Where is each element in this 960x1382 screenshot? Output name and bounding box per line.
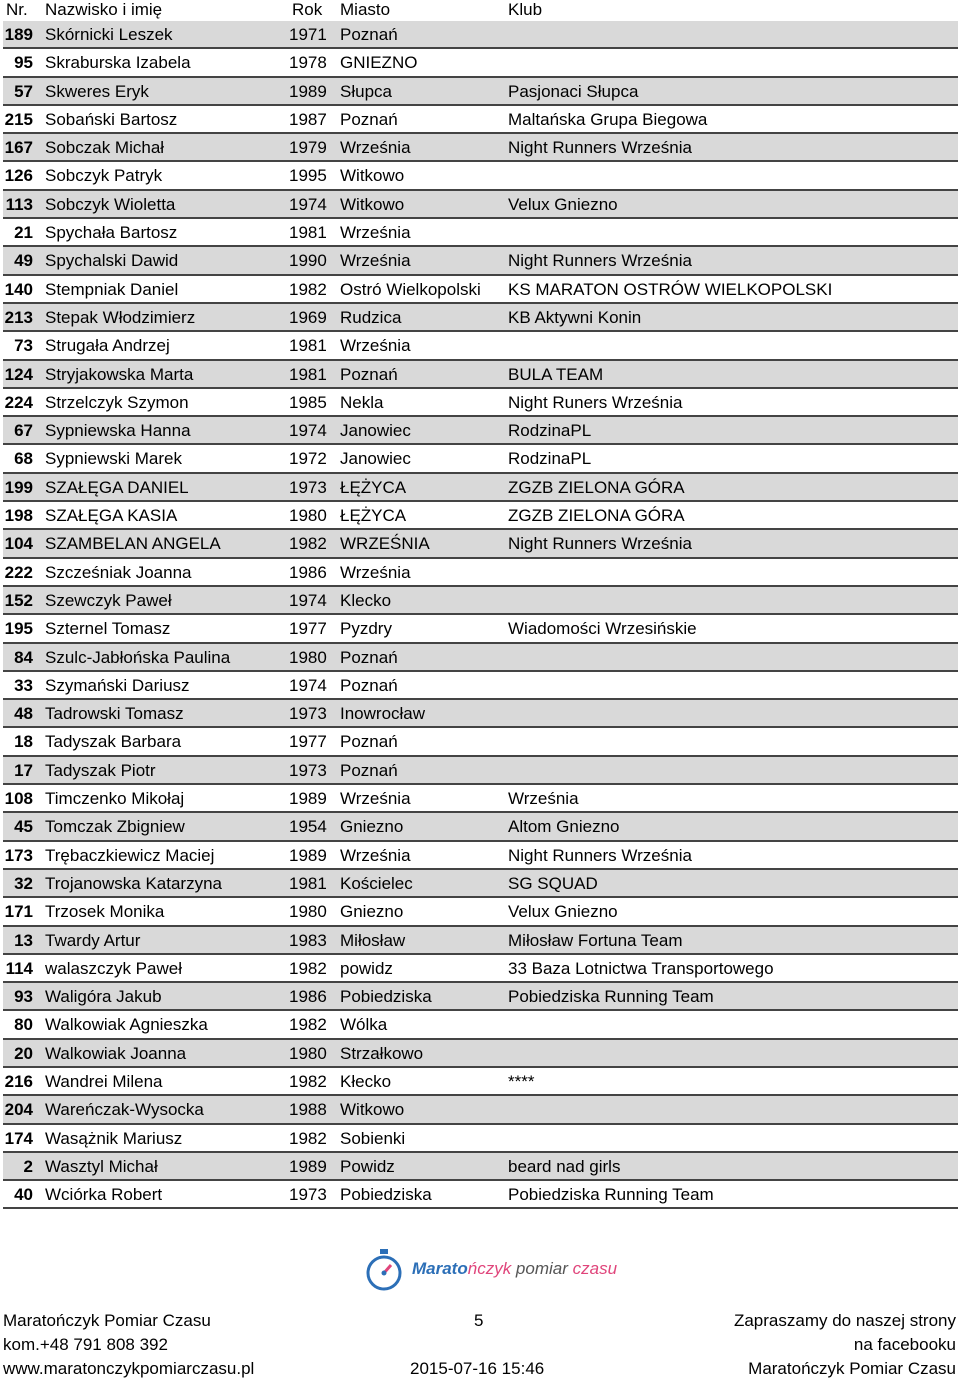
club: Night Runners Września (508, 138, 692, 158)
bib-number: 140 (4, 279, 33, 299)
runner-name: Sypniewski Marek (45, 449, 182, 469)
table-row (3, 389, 958, 417)
table-row (3, 1096, 958, 1124)
club: RodzinaPL (508, 421, 592, 441)
table-row (3, 700, 958, 728)
club: Pasjonaci Słupca (508, 81, 639, 101)
club: RodzinaPL (508, 449, 592, 469)
table-row (3, 1125, 958, 1153)
runner-name: Szulc-Jabłońska Paulina (45, 647, 231, 667)
city: Września (340, 845, 411, 865)
footer-company-right: Maratończyk Pomiar Czasu (748, 1359, 956, 1378)
city: Ostró Wielkopolski (340, 279, 481, 299)
birth-year: 1982 (289, 534, 327, 554)
table-row (3, 474, 958, 502)
club: Velux Gniezno (508, 194, 618, 214)
birth-year: 1986 (289, 562, 327, 582)
runner-name: Stryjakowska Marta (45, 364, 194, 384)
footer-invite: Zapraszamy do naszej strony (733, 1311, 956, 1330)
bib-number: 224 (4, 392, 33, 412)
table-row (3, 757, 958, 785)
bib-number: 73 (14, 336, 33, 356)
runner-name: Strzelczyk Szymon (45, 392, 189, 412)
table-row (3, 361, 958, 389)
runner-name: Walkowiak Joanna (45, 1043, 187, 1063)
city: Gniezno (340, 817, 404, 837)
runner-name: Skórnicki Leszek (45, 25, 173, 44)
table-row (3, 304, 958, 332)
city: ŁĘŻYCA (340, 477, 407, 497)
city: Poznań (340, 25, 398, 44)
runner-name: Sypniewska Hanna (45, 421, 191, 441)
logo-text-2: ńczyk (467, 1259, 512, 1278)
birth-year: 1969 (289, 307, 327, 327)
runner-name: Szymański Dariusz (45, 675, 190, 695)
city: Pobiedziska (340, 987, 432, 1007)
runner-name: Waligóra Jakub (45, 987, 162, 1007)
birth-year: 1977 (289, 619, 327, 639)
club: Altom Gniezno (508, 817, 620, 837)
birth-year: 1989 (289, 845, 327, 865)
table-row (3, 559, 958, 587)
bib-number: 49 (14, 251, 33, 271)
city: Witkowo (340, 1100, 405, 1120)
table-row (3, 728, 958, 756)
city: Września (340, 138, 411, 158)
bib-number: 167 (4, 138, 33, 158)
city: Miłosław (340, 930, 406, 950)
bib-number: 17 (14, 760, 33, 780)
bib-number: 124 (4, 364, 33, 384)
city: Września (340, 251, 411, 271)
city: Poznań (340, 647, 398, 667)
club: Pobiedziska Running Team (508, 987, 714, 1007)
runner-name: Trojanowska Katarzyna (45, 873, 223, 893)
bib-number: 84 (14, 647, 33, 667)
birth-year: 1985 (289, 392, 327, 412)
runner-name: Szternel Tomasz (45, 619, 171, 639)
bib-number: 173 (4, 845, 33, 865)
runner-name: walaszczyk Paweł (45, 958, 182, 978)
page-number: 5 (474, 1311, 484, 1330)
club: 33 Baza Lotnictwa Transportowego (508, 958, 774, 978)
table-row (3, 813, 958, 841)
club: Velux Gniezno (508, 902, 618, 922)
club: Miłosław Fortuna Team (508, 930, 683, 950)
bib-number: 80 (14, 1015, 33, 1035)
runner-name: Skweres Eryk (45, 81, 149, 101)
runner-name: Stempniak Daniel (45, 279, 179, 299)
bib-number: 204 (4, 1100, 33, 1120)
table-row (3, 1181, 958, 1209)
club: Września (508, 789, 579, 809)
birth-year: 1971 (289, 25, 327, 44)
runner-name: Spychalski Dawid (45, 251, 179, 271)
footer-website: www.maratonczykpomiarczasu.pl (3, 1359, 255, 1378)
birth-year: 1980 (289, 902, 327, 922)
city: Poznań (340, 675, 398, 695)
city: Janowiec (340, 421, 411, 441)
table-row (3, 21, 958, 49)
logo-text-4: czasu (567, 1259, 618, 1278)
runner-name: Trzosek Monika (45, 902, 165, 922)
table-row (3, 644, 958, 672)
table-row (3, 106, 958, 134)
club: Wiadomości Wrzesińskie (508, 619, 697, 639)
city: Poznań (340, 760, 398, 780)
table-row (3, 615, 958, 643)
runner-name: SZAŁĘGA DANIEL (45, 477, 189, 497)
runner-name: SZAMBELAN ANGELA (45, 534, 221, 554)
city: Klecko (340, 590, 392, 610)
runner-name: Spychała Bartosz (45, 223, 178, 243)
table-row (3, 49, 958, 77)
table-row (3, 502, 958, 530)
table-row (3, 1153, 958, 1181)
bib-number: 174 (4, 1128, 33, 1148)
birth-year: 1982 (289, 1015, 327, 1035)
table-row (3, 587, 958, 615)
birth-year: 1973 (289, 477, 327, 497)
city: WRZEŚNIA (340, 534, 430, 554)
city: Września (340, 336, 411, 356)
logo-text-1: Marato (412, 1259, 468, 1278)
club: ZGZB ZIELONA GÓRA (508, 506, 685, 526)
runner-name: Sobczak Michał (45, 138, 165, 158)
city: GNIEZNO (340, 53, 418, 73)
bib-number: 40 (14, 1185, 33, 1205)
table-row (3, 983, 958, 1011)
runner-name: Szcześniak Joanna (45, 562, 192, 582)
birth-year: 1982 (289, 958, 327, 978)
birth-year: 1973 (289, 704, 327, 724)
table-row (3, 1011, 958, 1039)
club: SG SQUAD (508, 873, 598, 893)
city: Września (340, 223, 411, 243)
bib-number: 189 (4, 25, 33, 44)
club: Night Runners Września (508, 845, 692, 865)
stopwatch-icon (360, 1245, 410, 1295)
bib-number: 198 (4, 506, 33, 526)
city: Słupca (340, 81, 392, 101)
birth-year: 1990 (289, 251, 327, 271)
table-row (3, 78, 958, 106)
table-row (3, 842, 958, 870)
birth-year: 1980 (289, 647, 327, 667)
bib-number: 215 (4, 109, 33, 129)
header-name: Nazwisko i imię (45, 0, 163, 19)
bib-number: 32 (14, 873, 33, 893)
header-year: Rok (292, 0, 323, 19)
birth-year: 1972 (289, 449, 327, 469)
print-datetime: 2015-07-16 15:46 (410, 1359, 545, 1378)
city: Września (340, 562, 411, 582)
bib-number: 2 (23, 1156, 33, 1176)
club: KB Aktywni Konin (508, 307, 642, 327)
birth-year: 1974 (289, 421, 327, 441)
table-row (3, 247, 958, 275)
runner-name: Timczenko Mikołaj (45, 789, 185, 809)
birth-year: 1982 (289, 1128, 327, 1148)
birth-year: 1973 (289, 760, 327, 780)
bib-number: 13 (14, 930, 33, 950)
runner-name: SZAŁĘGA KASIA (45, 506, 178, 526)
table-row (3, 191, 958, 219)
city: Poznań (340, 732, 398, 752)
city: Witkowo (340, 194, 405, 214)
runner-name: Szewczyk Paweł (45, 590, 172, 610)
runner-name: Wareńczak-Wysocka (45, 1100, 204, 1120)
club: Night Runers Września (508, 392, 683, 412)
birth-year: 1981 (289, 364, 327, 384)
table-row (3, 785, 958, 813)
birth-year: 1988 (289, 1100, 327, 1120)
bib-number: 216 (4, 1071, 33, 1091)
birth-year: 1983 (289, 930, 327, 950)
city: Września (340, 789, 411, 809)
logo-text-3: pomiar (511, 1259, 568, 1278)
birth-year: 1981 (289, 223, 327, 243)
header-club: Klub (508, 0, 543, 19)
city: Poznań (340, 364, 398, 384)
results-table (3, 21, 958, 1209)
runner-name: Twardy Artur (45, 930, 141, 950)
table-row (3, 898, 958, 926)
city: Kłecko (340, 1071, 392, 1091)
header-nr: Nr. (6, 0, 28, 19)
bib-number: 67 (14, 421, 33, 441)
bib-number: 113 (5, 194, 33, 214)
table-row (3, 276, 958, 304)
city: ŁĘŻYCA (340, 506, 407, 526)
table-row (3, 417, 958, 445)
birth-year: 1979 (289, 138, 327, 158)
table-row (3, 1068, 958, 1096)
club: **** (508, 1071, 535, 1091)
runner-name: Wandrei Milena (45, 1071, 163, 1091)
birth-year: 1977 (289, 732, 327, 752)
bib-number: 222 (4, 562, 33, 582)
city: Witkowo (340, 166, 405, 186)
bib-number: 20 (14, 1043, 33, 1063)
birth-year: 1974 (289, 590, 327, 610)
birth-year: 1980 (289, 1043, 327, 1063)
table-row (3, 162, 958, 190)
bib-number: 68 (14, 449, 33, 469)
club: beard nad girls (508, 1156, 621, 1176)
birth-year: 1981 (289, 336, 327, 356)
runner-name: Wciórka Robert (45, 1185, 163, 1205)
runner-name: Sobczyk Wioletta (45, 194, 176, 214)
city: Sobienki (340, 1128, 406, 1148)
table-row (3, 530, 958, 558)
birth-year: 1986 (289, 987, 327, 1007)
footer-facebook: na facebooku (853, 1335, 956, 1354)
city: Kościelec (340, 873, 413, 893)
birth-year: 1982 (289, 279, 327, 299)
birth-year: 1954 (289, 817, 327, 837)
runner-name: Sobczyk Patryk (45, 166, 163, 186)
birth-year: 1987 (289, 109, 327, 129)
runner-name: Tadyszak Piotr (45, 760, 156, 780)
table-row (3, 672, 958, 700)
bib-number: 171 (4, 902, 33, 922)
table-row (3, 927, 958, 955)
table-row (3, 955, 958, 983)
bib-number: 195 (4, 619, 33, 639)
city: Inowrocław (340, 704, 426, 724)
city: Powidz (340, 1156, 395, 1176)
bib-number: 213 (4, 307, 33, 327)
club: Night Runners Września (508, 251, 692, 271)
runner-name: Stepak Włodzimierz (45, 307, 196, 327)
bib-number: 152 (4, 590, 33, 610)
club: ZGZB ZIELONA GÓRA (508, 477, 685, 497)
runner-name: Tadyszak Barbara (45, 732, 182, 752)
footer-company: Maratończyk Pomiar Czasu (3, 1311, 211, 1330)
runner-name: Walkowiak Agnieszka (45, 1015, 208, 1035)
runner-name: Wasztyl Michał (45, 1156, 158, 1176)
city: Gniezno (340, 902, 404, 922)
bib-number: 45 (14, 817, 33, 837)
runner-name: Tadrowski Tomasz (45, 704, 184, 724)
table-header (0, 0, 958, 19)
runner-name: Trębaczkiewicz Maciej (45, 845, 215, 865)
birth-year: 1973 (289, 1185, 327, 1205)
header-city: Miasto (340, 0, 391, 19)
club: KS MARATON OSTRÓW WIELKOPOLSKI (508, 279, 833, 299)
city: Janowiec (340, 449, 411, 469)
bib-number: 57 (14, 81, 33, 101)
table-row (3, 332, 958, 360)
footer-phone: kom.+48 791 808 392 (3, 1335, 168, 1354)
bib-number: 93 (14, 987, 33, 1007)
runner-name: Wasążnik Mariusz (45, 1128, 183, 1148)
city: Rudzica (340, 307, 402, 327)
bib-number: 199 (4, 477, 33, 497)
bib-number: 18 (14, 732, 33, 752)
table-row (3, 134, 958, 162)
city: powidz (340, 958, 393, 978)
runner-name: Tomczak Zbigniew (45, 817, 185, 837)
bib-number: 33 (14, 675, 33, 695)
birth-year: 1989 (289, 81, 327, 101)
city: Poznań (340, 109, 398, 129)
city: Nekla (340, 392, 384, 412)
birth-year: 1989 (289, 789, 327, 809)
table-row (3, 1040, 958, 1068)
city: Pobiedziska (340, 1185, 432, 1205)
city: Strzałkowo (340, 1043, 424, 1063)
birth-year: 1974 (289, 194, 327, 214)
bib-number: 126 (4, 166, 33, 186)
table-row (3, 219, 958, 247)
runner-name: Skraburska Izabela (45, 53, 191, 73)
birth-year: 1974 (289, 675, 327, 695)
bib-number: 95 (14, 53, 33, 73)
club: Night Runners Września (508, 534, 692, 554)
bib-number: 48 (14, 704, 33, 724)
city: Wólka (340, 1015, 388, 1035)
page-footer (0, 1310, 960, 1382)
bib-number: 108 (4, 789, 33, 809)
club: Pobiedziska Running Team (508, 1185, 714, 1205)
club: Maltańska Grupa Biegowa (508, 109, 708, 129)
maratonczyk-logo (360, 1245, 618, 1295)
birth-year: 1995 (289, 166, 327, 186)
birth-year: 1980 (289, 506, 327, 526)
runner-name: Sobański Bartosz (45, 109, 178, 129)
table-row (3, 870, 958, 898)
bib-number: 104 (4, 534, 33, 554)
table-row (3, 445, 958, 473)
birth-year: 1989 (289, 1156, 327, 1176)
bib-number: 21 (14, 223, 33, 243)
birth-year: 1982 (289, 1071, 327, 1091)
bib-number: 114 (5, 958, 33, 978)
birth-year: 1978 (289, 53, 327, 73)
birth-year: 1981 (289, 873, 327, 893)
city: Pyzdry (340, 619, 392, 639)
runner-name: Strugała Andrzej (45, 336, 170, 356)
club: BULA TEAM (508, 364, 604, 384)
